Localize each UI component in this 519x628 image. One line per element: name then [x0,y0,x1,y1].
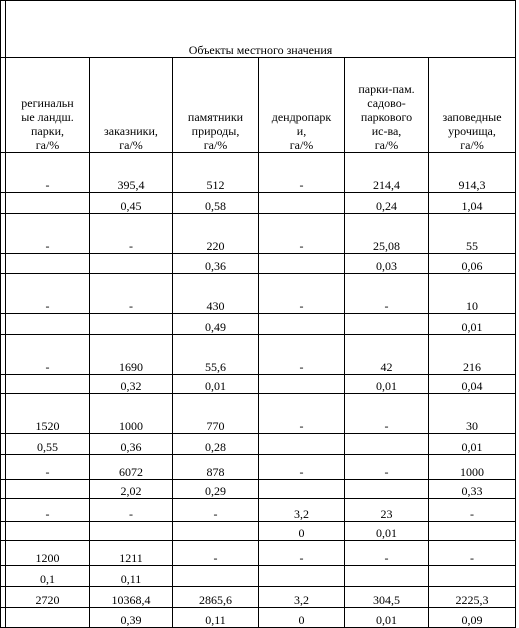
table-cell: 0,11 [90,566,173,587]
column-header-line: дендропарк [271,110,332,124]
table-cell: 220 [173,214,259,254]
table-cell: 3,2 [259,587,345,608]
column-header-line: урочища, [448,124,496,138]
table-cell [345,434,429,455]
column-header-line: га/% [119,138,143,152]
table-cell [90,314,173,335]
table-cell: 1000 [429,455,516,480]
table-cell: - [90,214,173,254]
column-header-line: памятники [187,110,244,124]
table-cell: 23 [345,499,429,522]
table-cell [173,566,259,587]
table-cell: - [90,274,173,314]
table-cell: 0,01 [173,375,259,394]
column-header-line: природы, [191,124,240,138]
table-cell [259,314,345,335]
column-header [90,58,173,153]
table-cell: 2,02 [90,480,173,499]
table-cell: - [259,335,345,375]
column-header-line: заповедные [442,110,502,124]
table-cell: - [345,394,429,434]
table-cell: 1520 [6,394,90,434]
table-cell: 0,06 [429,254,516,274]
column-header-line: заказники, [104,124,158,138]
table-cell: 0,04 [429,375,516,394]
table-cell: 0,36 [173,254,259,274]
table-cell: 2865,6 [173,587,259,608]
table-cell: 216 [429,335,516,375]
table-cell: - [90,499,173,522]
table-cell [173,522,259,541]
table-row-percent [1,193,516,214]
table-row-value [1,541,516,566]
table-cell: 1000 [90,394,173,434]
column-header [429,58,516,153]
table-cell [345,314,429,335]
table-cell [259,434,345,455]
table-cell: - [6,455,90,480]
table-cell: 395,4 [90,153,173,193]
table-cell: 0,01 [345,522,429,541]
table-cell [429,522,516,541]
table-cell: - [173,499,259,522]
column-header [259,58,345,153]
table-cell: 0,01 [429,434,516,455]
table-cell [90,522,173,541]
table-row-percent [1,566,516,587]
table-cell: - [259,274,345,314]
table-cell [259,193,345,214]
table-cell: 0,32 [90,375,173,394]
table-cell: 2720 [6,587,90,608]
column-header-line: парки-пам. [358,82,415,96]
table-cell: 914,3 [429,153,516,193]
table-cell [6,375,90,394]
table-cell: 0,58 [173,193,259,214]
table-cell: - [6,335,90,375]
table-cell [6,193,90,214]
table-body [1,1,516,628]
table-cell [6,254,90,274]
table-cell [259,566,345,587]
table-cell [259,254,345,274]
table-cell: 1200 [6,541,90,566]
table-cell: 0,1 [6,566,90,587]
table-cell: - [173,541,259,566]
table-cell [345,566,429,587]
table-cell: - [259,455,345,480]
table-row-value [1,394,516,434]
table-row-value [1,587,516,608]
table-cell: 0,11 [173,608,259,628]
table-cell [6,480,90,499]
column-header [6,58,90,153]
table-cell [6,314,90,335]
table-row-value [1,335,516,375]
table-cell: 1,04 [429,193,516,214]
column-header-line: га/% [460,138,484,152]
table-cell: 430 [173,274,259,314]
table-cell: 25,08 [345,214,429,254]
table-row-percent [1,480,516,499]
table-cell: 0,01 [345,375,429,394]
table-cell: - [429,541,516,566]
table-cell: 30 [429,394,516,434]
table-cell: 0,39 [90,608,173,628]
table-cell: 0 [259,608,345,628]
table-cell: - [6,153,90,193]
table-cell: 0,03 [345,254,429,274]
table-cell: - [259,214,345,254]
table-cell: - [259,394,345,434]
table-row-value [1,274,516,314]
group-header: Объекты местного значения [6,1,516,58]
column-header-line: га/% [374,138,399,152]
table-row-percent [1,254,516,274]
table-row-percent [1,522,516,541]
table-cell: 3,2 [259,499,345,522]
table-cell: 0,36 [90,434,173,455]
column-header [345,58,429,153]
column-header-line: регинальн [21,96,74,110]
table-cell: - [6,274,90,314]
table-cell: 0,55 [6,434,90,455]
column-header-line: садово- [367,96,406,110]
table-cell: 0,45 [90,193,173,214]
table-cell: 0,01 [429,314,516,335]
table-cell [345,480,429,499]
table-row-value [1,455,516,480]
table-cell: 55 [429,214,516,254]
table-cell [6,522,90,541]
column-header-line: га/% [289,138,314,152]
column-header-line: га/% [35,138,60,152]
table-cell: 0,24 [345,193,429,214]
table-cell: - [345,541,429,566]
table-cell: 878 [173,455,259,480]
table-cell: 55,6 [173,335,259,375]
table-cell [259,375,345,394]
table-row-value [1,499,516,522]
table-row-percent [1,314,516,335]
table-cell: - [6,214,90,254]
column-header-line: и, [296,124,307,138]
table-cell: 0,28 [173,434,259,455]
table-cell: 0,09 [429,608,516,628]
table-cell: 0,49 [173,314,259,335]
table-cell: 6072 [90,455,173,480]
table-cell [259,480,345,499]
table-cell: 0,01 [345,608,429,628]
table-cell: 1211 [90,541,173,566]
column-header-line: паркового [360,110,413,124]
table-cell: 10368,4 [90,587,173,608]
table-row-value [1,214,516,254]
table-cell: 42 [345,335,429,375]
table-cell [90,254,173,274]
table-cell: 0,33 [429,480,516,499]
table-cell: - [345,274,429,314]
column-header-line: ис-ва, [371,124,402,138]
table-cell: - [259,153,345,193]
column-header-row [1,58,516,153]
column-header-line: парки, [31,124,64,138]
table-cell: 214,4 [345,153,429,193]
table-cell [429,566,516,587]
group-header-row [1,1,516,58]
table-cell: 512 [173,153,259,193]
table-cell: 304,5 [345,587,429,608]
table-cell: 0,29 [173,480,259,499]
table-cell: - [259,541,345,566]
table-row-percent [1,434,516,455]
table-row-percent [1,375,516,394]
column-header [173,58,259,153]
table-cell: - [6,499,90,522]
table-cell: 10 [429,274,516,314]
column-header-line: га/% [203,138,228,152]
table-row-value [1,153,516,193]
table-cell: - [345,455,429,480]
table-cell: 1690 [90,335,173,375]
table-cell: - [429,499,516,522]
column-header-line: ые ландш. [21,110,74,124]
table-cell: 2225,3 [429,587,516,608]
table-cell: 770 [173,394,259,434]
table-cell: 0 [259,522,345,541]
